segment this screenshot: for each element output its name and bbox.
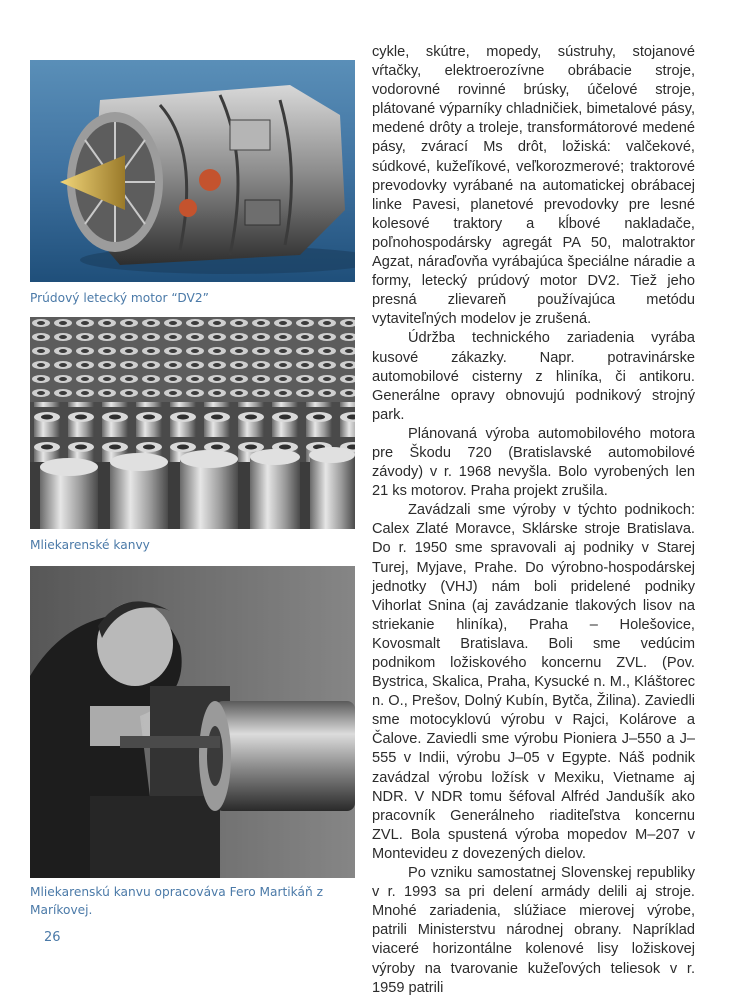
paragraph: cykle, skútre, mopedy, sústruhy, stojanové vŕtačky, elektroerozívne obrábacie stroje, vodorovné rovinné brúsky, účelové stroje, plátované výparníky chladničiek, bimetalové pásy, medené drôty a troleje, transformátorové medené pásy, zvárací Ms drôt, ložiská: valčekové, súdkové, kužeľíkové, veľkorozmerové; traktorové prevodovky vyrábané na automatickej obrábacej linke Pavesi, planetové prevodovky pre lesné kolesové traktory a kĺbové nakladače, poľnohospodársky agregát PA 50, malotraktor Agzat, náraďovňa vyrábajúca špeciálne náradie a formy, letecký prúdový motor DV2. Tiež jeho presná zlievareň používajúca metódu vytaviteľných modelov je zrušená. xyxy=(372,44,695,328)
paragraph: Zavádzali sme výroby v týchto podnikoch: Calex Zlaté Moravce, Sklárske stroje Bratislava. Do r. 1950 sme spravovali aj podniky v Starej Turej, Myjave, Prahe. Do výrobno-hospodárskej jednotky (VHJ) nám boli pridelené podniky Vihorlat Snina (aj zavádzanie tlakových lisov na striekanie hliníka), Praha – Holešovice, Kovosmalt Bratislava. Boli sme vedúcim podnikom ložiskového koncernu ZVL. (Pov. Bystrica, Skalica, Praha, Kysucké n. M., Kláštorec n. O., Prešov, Dolný Kubín, Bytča, Žilina). Zaviedli sme motocyklovú výrobu v Rajci, Kolárove a Čalove. Zaviedli sme výrobu Pioniera J–550 a J–555 v Indii, výrobu J–05 v Egypte. Náš podnik zavádzal výrobu ložísk v Mexiku, Vietname aj NDR. V NDR tomu šéfoval Alfréd Jandušík ako pracovník Generálneho riaditeľstva koncernu ZVL. Bola spustená výroba mopedov M–207 v Montevideu z dovezených dielov. xyxy=(372,502,695,862)
paragraph: Údržba technického zariadenia vyrába kusové zákazky. Napr. potravinárske automobilové cisterny z hliníka, či antikoru. Generálne opravy obnovujú podnikový strojný park. xyxy=(372,330,695,423)
paragraph: Plánovaná výroba automobilového motora pre Škodu 720 (Bratislavské automobilové závody) v r. 1968 nevyšla. Bolo vyrobených len 21 ks motorov. Praha projekt zrušila. xyxy=(372,425,695,500)
milk-cans-caption: Mliekarenské kanvy xyxy=(30,538,150,552)
jet-engine-photo xyxy=(30,60,355,282)
page-number: 26 xyxy=(44,930,61,945)
jet-engine-caption: Prúdový letecký motor “DV2” xyxy=(30,291,209,305)
milk-cans-photo xyxy=(30,317,355,529)
article-text xyxy=(372,43,695,998)
worker-lathe-photo xyxy=(30,566,355,878)
paragraph: Po vzniku samostatnej Slovenskej republiky v r. 1993 sa pri delení armády delili aj stroje. Mnohé zariadenia, slúžiace mierovej výrobe, patrili Ministerstvu národnej obrany. Napríklad viaceré horizontálne kolenové lisy ložiskovej výroby na tvarovanie kužeľových teliesok v r. 1959 patrili xyxy=(372,865,695,996)
worker-caption: Mliekarenskú kanvu opracováva Fero Martikáň z Maríkovej. xyxy=(30,885,323,917)
